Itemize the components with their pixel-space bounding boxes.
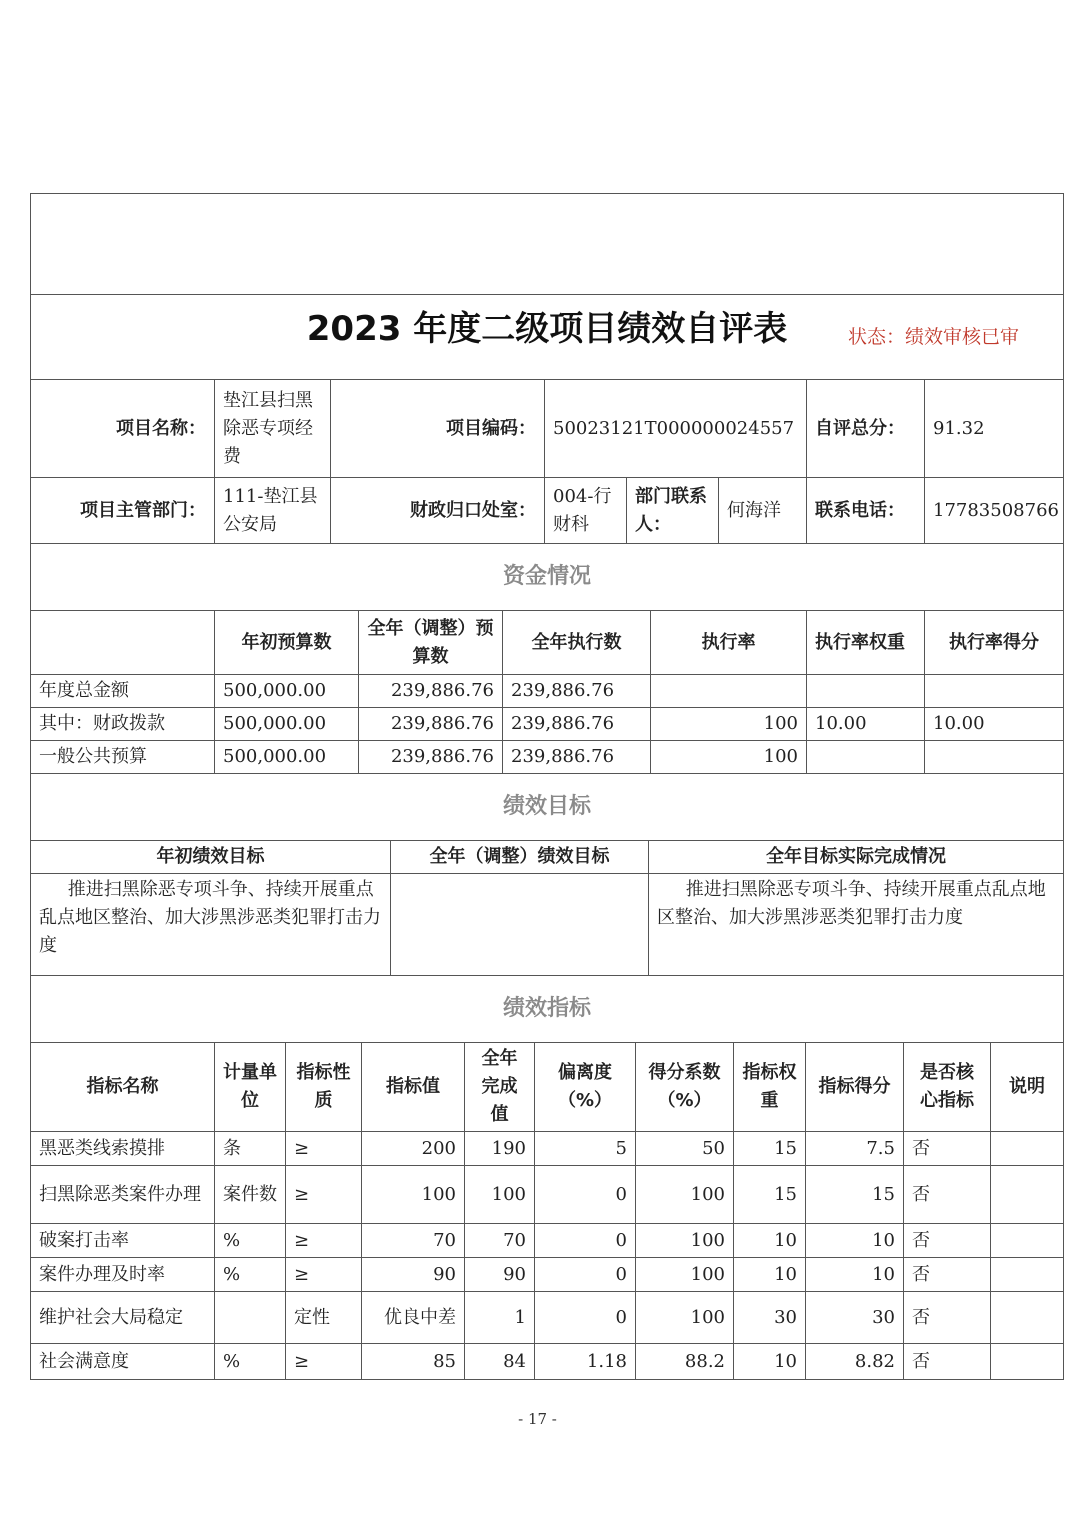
funds-cell: 10.00 xyxy=(925,708,1064,741)
indicator-cell: 否 xyxy=(904,1166,991,1224)
funds-header: 执行率权重 xyxy=(807,611,925,675)
table-row xyxy=(31,1132,1064,1166)
evaluation-form xyxy=(30,193,1063,1380)
funds-cell xyxy=(807,675,925,708)
indicator-cell: 破案打击率 xyxy=(31,1224,215,1258)
funds-cell: 239,886.76 xyxy=(503,675,651,708)
indicator-cell: 定性 xyxy=(286,1292,362,1344)
contact-label: 部门联系人： xyxy=(627,478,719,544)
indicator-cell: 1 xyxy=(465,1292,535,1344)
funds-cell: 其中：财政拨款 xyxy=(31,708,215,741)
goals-header: 全年目标实际完成情况 xyxy=(649,841,1064,874)
page-title: 2023 年度二级项目绩效自评表 xyxy=(306,309,788,349)
funds-table xyxy=(30,544,1064,774)
title-row xyxy=(31,295,1064,380)
indicators-body xyxy=(31,1132,1064,1380)
goals-header: 全年（调整）绩效目标 xyxy=(391,841,649,874)
funds-cell: 239,886.76 xyxy=(503,741,651,774)
funds-cell xyxy=(925,741,1064,774)
phone-label: 联系电话： xyxy=(807,478,925,544)
funds-cell: 一般公共预算 xyxy=(31,741,215,774)
indicator-header: 指标值 xyxy=(362,1043,465,1132)
indicator-cell: 0 xyxy=(535,1258,636,1292)
indicator-cell xyxy=(991,1258,1064,1292)
funds-cell: 100 xyxy=(651,708,807,741)
funds-cell: 239,886.76 xyxy=(359,675,503,708)
indicator-cell: 100 xyxy=(362,1166,465,1224)
indicator-header: 偏离度（%） xyxy=(535,1043,636,1132)
blank-header-row xyxy=(31,194,1064,295)
indicator-cell: 10 xyxy=(734,1258,806,1292)
funds-cell xyxy=(807,741,925,774)
funds-cell: 10.00 xyxy=(807,708,925,741)
indicator-cell: ≥ xyxy=(286,1258,362,1292)
indicator-header: 是否核心指标 xyxy=(904,1043,991,1132)
indicator-cell: 88.2 xyxy=(636,1344,734,1380)
indicator-cell: 15 xyxy=(734,1166,806,1224)
indicator-cell xyxy=(991,1132,1064,1166)
project-code: 50023121T000000024557 xyxy=(545,380,807,478)
indicator-cell: 10 xyxy=(806,1224,904,1258)
funds-cell: 239,886.76 xyxy=(359,708,503,741)
indicator-cell: 85 xyxy=(362,1344,465,1380)
initial-goal: 推进扫黑除恶专项斗争、持续开展重点乱点地区整治、加大涉黑涉恶类犯罪打击力度 xyxy=(31,874,391,976)
indicator-cell: 7.5 xyxy=(806,1132,904,1166)
funds-cell: 500,000.00 xyxy=(215,708,359,741)
indicator-cell: 15 xyxy=(806,1166,904,1224)
indicator-cell: 10 xyxy=(734,1224,806,1258)
indicator-cell: 10 xyxy=(734,1344,806,1380)
indicator-cell: 100 xyxy=(636,1258,734,1292)
finance-label: 财政归口处室： xyxy=(331,478,545,544)
table-row xyxy=(31,1166,1064,1224)
indicator-cell xyxy=(991,1292,1064,1344)
indicator-cell: 100 xyxy=(636,1224,734,1258)
indicator-cell: 优良中差 xyxy=(362,1292,465,1344)
indicator-header: 指标得分 xyxy=(806,1043,904,1132)
dept-value: 111-垫江县公安局 xyxy=(215,478,331,544)
indicator-cell: 案件数 xyxy=(215,1166,286,1224)
indicator-cell: 黑恶类线索摸排 xyxy=(31,1132,215,1166)
indicator-cell: 70 xyxy=(362,1224,465,1258)
contact-value: 何海洋 xyxy=(719,478,807,544)
indicator-cell: 社会满意度 xyxy=(31,1344,215,1380)
table-row xyxy=(31,741,1064,774)
table-row xyxy=(31,675,1064,708)
indicator-cell: 否 xyxy=(904,1224,991,1258)
funds-cell xyxy=(925,675,1064,708)
header-table xyxy=(30,193,1064,544)
score-value: 91.32 xyxy=(925,380,1064,478)
indicator-cell: 70 xyxy=(465,1224,535,1258)
indicator-cell: 8.82 xyxy=(806,1344,904,1380)
funds-header xyxy=(31,611,215,675)
indicator-cell xyxy=(991,1344,1064,1380)
indicator-cell: 否 xyxy=(904,1292,991,1344)
funds-header: 全年（调整）预算数 xyxy=(359,611,503,675)
indicator-cell: 10 xyxy=(806,1258,904,1292)
indicator-cell: 条 xyxy=(215,1132,286,1166)
indicator-cell: 190 xyxy=(465,1132,535,1166)
indicator-cell: 扫黑除恶类案件办理 xyxy=(31,1166,215,1224)
page-number: - 17 - xyxy=(518,1410,557,1428)
indicator-cell: 100 xyxy=(636,1166,734,1224)
indicator-header: 说明 xyxy=(991,1043,1064,1132)
indicator-cell: % xyxy=(215,1258,286,1292)
indicator-cell xyxy=(991,1224,1064,1258)
table-row xyxy=(31,1344,1064,1380)
indicator-cell: 84 xyxy=(465,1344,535,1380)
adjusted-goal xyxy=(391,874,649,976)
indicator-cell: 100 xyxy=(465,1166,535,1224)
indicator-cell: 否 xyxy=(904,1344,991,1380)
indicator-cell: 90 xyxy=(362,1258,465,1292)
score-label: 自评总分： xyxy=(807,380,925,478)
indicator-cell: 1.18 xyxy=(535,1344,636,1380)
funds-cell: 239,886.76 xyxy=(503,708,651,741)
table-row xyxy=(31,1292,1064,1344)
indicator-cell: 0 xyxy=(535,1166,636,1224)
indicator-cell: 5 xyxy=(535,1132,636,1166)
indicator-cell: ≥ xyxy=(286,1344,362,1380)
funds-cell: 239,886.76 xyxy=(359,741,503,774)
funds-cell: 年度总金额 xyxy=(31,675,215,708)
phone-value: 17783508766 xyxy=(925,478,1064,544)
actual-goal: 推进扫黑除恶专项斗争、持续开展重点乱点地区整治、加大涉黑涉恶类犯罪打击力度 xyxy=(649,874,1064,976)
funds-header: 执行率得分 xyxy=(925,611,1064,675)
indicator-cell: 0 xyxy=(535,1224,636,1258)
funds-header: 全年执行数 xyxy=(503,611,651,675)
indicator-cell: ≥ xyxy=(286,1132,362,1166)
indicator-header: 计量单位 xyxy=(215,1043,286,1132)
goals-section-title: 绩效目标 xyxy=(31,774,1064,841)
funds-header: 执行率 xyxy=(651,611,807,675)
table-row xyxy=(31,1258,1064,1292)
indicator-cell: 维护社会大局稳定 xyxy=(31,1292,215,1344)
status-badge: 状态：绩效审核已审 xyxy=(847,326,1019,348)
indicators-section-title: 绩效指标 xyxy=(31,976,1064,1043)
goals-header: 年初绩效目标 xyxy=(31,841,391,874)
funds-cell xyxy=(651,675,807,708)
indicator-cell: 案件办理及时率 xyxy=(31,1258,215,1292)
project-code-label: 项目编码： xyxy=(331,380,545,478)
indicator-cell: 100 xyxy=(636,1292,734,1344)
dept-label: 项目主管部门： xyxy=(31,478,215,544)
table-row xyxy=(31,1224,1064,1258)
indicator-cell: ≥ xyxy=(286,1166,362,1224)
funds-cell: 500,000.00 xyxy=(215,741,359,774)
indicator-header: 全年完成值 xyxy=(465,1043,535,1132)
indicator-cell xyxy=(991,1166,1064,1224)
funds-cell: 100 xyxy=(651,741,807,774)
indicator-cell: 否 xyxy=(904,1132,991,1166)
indicator-cell: ≥ xyxy=(286,1224,362,1258)
indicator-header: 得分系数（%） xyxy=(636,1043,734,1132)
indicator-header: 指标名称 xyxy=(31,1043,215,1132)
indicator-cell: % xyxy=(215,1224,286,1258)
indicator-cell xyxy=(215,1292,286,1344)
indicator-cell: % xyxy=(215,1344,286,1380)
indicator-cell: 15 xyxy=(734,1132,806,1166)
funds-section-title: 资金情况 xyxy=(31,544,1064,611)
indicator-cell: 50 xyxy=(636,1132,734,1166)
indicator-cell: 否 xyxy=(904,1258,991,1292)
indicator-cell: 200 xyxy=(362,1132,465,1166)
project-name: 垫江县扫黑除恶专项经费 xyxy=(215,380,331,478)
indicator-header: 指标权重 xyxy=(734,1043,806,1132)
indicators-table xyxy=(30,976,1064,1380)
funds-cell: 500,000.00 xyxy=(215,675,359,708)
funds-header: 年初预算数 xyxy=(215,611,359,675)
finance-value: 004-行财科 xyxy=(545,478,627,544)
table-row xyxy=(31,708,1064,741)
project-name-label: 项目名称： xyxy=(31,380,215,478)
indicator-cell: 0 xyxy=(535,1292,636,1344)
indicator-header: 指标性质 xyxy=(286,1043,362,1132)
indicator-cell: 90 xyxy=(465,1258,535,1292)
indicator-cell: 30 xyxy=(734,1292,806,1344)
goals-table xyxy=(30,774,1064,976)
indicator-cell: 30 xyxy=(806,1292,904,1344)
